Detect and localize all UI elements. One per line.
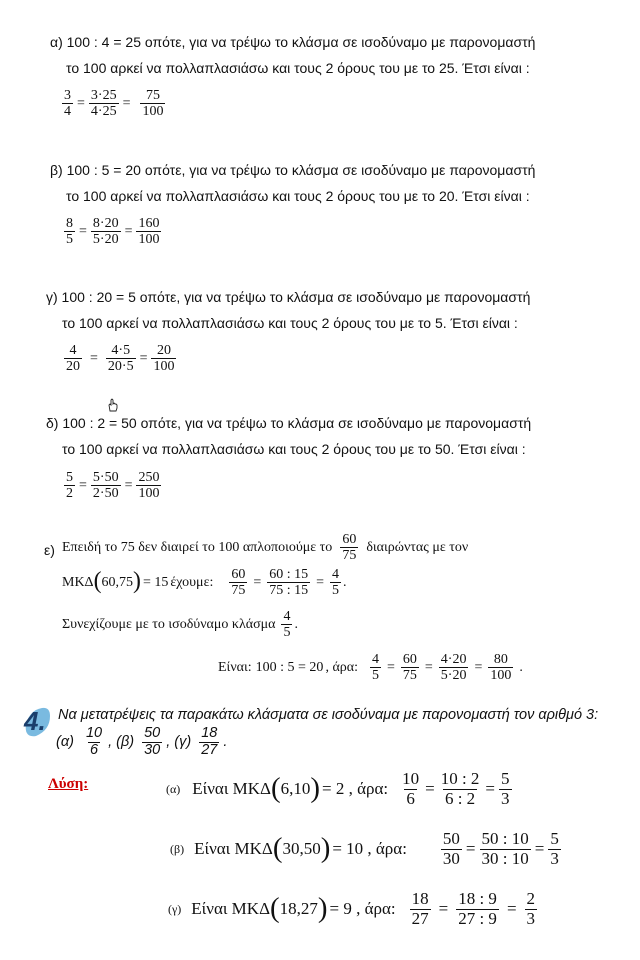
fraction: $\frac{18}{27}$ [201,725,218,758]
part-e-line-1: Επειδή το 75 δεν διαιρεί το 100 απλοποιούμε το $\frac{60}{75}$ διαιρώντας με τον [62,532,469,564]
fraction: $\frac{75}{100}$ [142,88,164,120]
fraction: $\frac{2}{3}$ [526,889,536,928]
fraction: $\frac{5}{3}$ [550,829,559,868]
fraction: $\frac{50}{30}$ [442,829,460,868]
fraction: $\frac{10}{6}$ [402,769,420,808]
fraction: $\frac{60}{75}$ [342,532,357,564]
part-a-equation: $\frac{3}{4}$ = $\frac{3\cdot 25}{4\cdot 25}$ = $\frac{75}{100}$ [64,88,164,120]
fraction: $\frac{60}{75}$ [402,652,417,684]
part-c-equation: $\frac{4}{20}$ = $\frac{4\cdot 5}{20\cdot 5}$ = $\frac{20}{100}$ [66,343,175,375]
part-e-final-line: Είναι: 100 : 5 = 20 , άρα: $\frac{4}{5}$ = $\frac{60}{75}$ = $\frac{4\cdot 20}{5\cdot 20}$ = $\frac{80}{100}$ . [218,652,523,684]
solution-c: (γ) Είναι ΜΚΔ ( 18,27 ) = 9 , άρα: $\frac{18}{27}$ = $\frac{18 : 9}{27 : 9}$ = $\frac{2}{3}$ [168,889,536,928]
fraction: $\frac{20}{100}$ [153,343,175,375]
fraction: $\frac{60 : 15}{75 : 15}$ [269,567,309,599]
fraction: $\frac{5}{3}$ [501,769,510,808]
fraction: $\frac{4}{5}$ [371,652,379,684]
fraction: $\frac{10 : 2}{6 : 2}$ [440,769,480,808]
fraction: $\frac{4\cdot 20}{5\cdot 20}$ [440,652,467,684]
fraction: $\frac{3}{4}$ [64,88,71,120]
part-a-line-1: α) 100 : 4 = 25 οπότε, για να τρέψω το κλάσμα σε ισοδύναμο με παρονομαστή [50,34,536,50]
part-b-line-2: το 100 αρκεί να πολλαπλασιάσω και τους 2 όρους του με το 20. Έτσι είναι : [66,188,530,204]
fraction: $\frac{160}{100}$ [138,216,160,248]
exercise-number: 4. [24,706,46,736]
fraction: $\frac{10}{6}$ [85,725,103,758]
fraction: $\frac{5\cdot 50}{2\cdot 50}$ [92,470,119,502]
exercise-prompt: Να μετατρέψεις τα παρακάτω κλάσματα σε ισοδύναμα με παρονομαστή τον αριθμό 3: [58,707,599,723]
fraction: $\frac{4}{5}$ [283,609,291,641]
fraction: $\frac{8}{5}$ [66,216,73,248]
part-c-line-1: γ) 100 : 20 = 5 οπότε, για να τρέψω το κλάσμα σε ισοδύναμο με παρονομαστή [46,289,531,305]
fraction: $\frac{250}{100}$ [138,470,160,502]
part-d-line-1: δ) 100 : 2 = 50 οπότε, για να τρέψω το κλάσμα σε ισοδύναμο με παρονομαστή [46,415,532,431]
part-b-equation: $\frac{8}{5}$ = $\frac{8\cdot 20}{5\cdot 20}$ = $\frac{160}{100}$ [66,216,160,248]
hand-cursor-icon [106,398,120,412]
fraction: $\frac{50 : 10}{30 : 10}$ [481,829,529,868]
part-c-line-2: το 100 αρκεί να πολλαπλασιάσω και τους 2 όρους του με το 5. Έτσι είναι : [62,315,518,331]
fraction: $\frac{50}{30}$ [144,725,161,758]
fraction: $\frac{5}{2}$ [66,470,73,502]
solution-a: (α) Είναι ΜΚΔ ( 6,10 ) = 2 , άρα: $\frac{10}{6}$ = $\frac{10 : 2}{6 : 2}$ = $\frac{5}{3}$ [166,769,510,808]
fraction: $\frac{3\cdot 25}{4\cdot 25}$ [90,88,117,120]
fraction: $\frac{4}{5}$ [332,567,340,599]
fraction: $\frac{4}{20}$ [66,343,80,375]
solution-label: Λύση: [48,776,89,792]
part-d-line-2: το 100 αρκεί να πολλαπλασιάσω και τους 2 όρους του με το 50. Έτσι είναι : [62,441,526,457]
fraction: $\frac{4\cdot 5}{20\cdot 5}$ [107,343,134,375]
fraction: $\frac{8\cdot 20}{5\cdot 20}$ [92,216,119,248]
fraction: $\frac{18 : 9}{27 : 9}$ [458,889,497,928]
part-a-line-2: το 100 αρκεί να πολλαπλασιάσω και τους 2 όρους του με το 25. Έτσι είναι : [66,60,530,76]
exercise-fractions: (α) $\frac{10}{6}$ , (β) $\frac{50}{30}$ , (γ) $\frac{18}{27}$ . [56,725,228,758]
part-e-gcd-line: ΜΚΔ ( 60,75 ) = 15 έχουμε: $\frac{60}{75}$ = $\frac{60 : 15}{75 : 15}$ = $\frac{4}{5}$ . [62,567,347,599]
fraction: $\frac{60}{75}$ [231,567,246,599]
exercise-number-badge [20,704,54,740]
part-d-equation: $\frac{5}{2}$ = $\frac{5\cdot 50}{2\cdot 50}$ = $\frac{250}{100}$ [66,470,160,502]
solution-b: (β) Είναι ΜΚΔ ( 30,50 ) = 10 , άρα: $\frac{50}{30}$ = $\frac{50 : 10}{30 : 10}$ = $\frac{5}{3}$ [170,829,559,868]
part-e-label: ε) [44,542,55,558]
fraction: $\frac{18}{27}$ [411,889,429,928]
part-b-line-1: β) 100 : 5 = 20 οπότε, για να τρέψω το κλάσμα σε ισοδύναμο με παρονομαστή [50,162,536,178]
part-e-continue-line: Συνεχίζουμε με το ισοδύναμο κλάσμα $\frac{4}{5}$ . [62,609,298,641]
fraction: $\frac{80}{100}$ [490,652,512,684]
